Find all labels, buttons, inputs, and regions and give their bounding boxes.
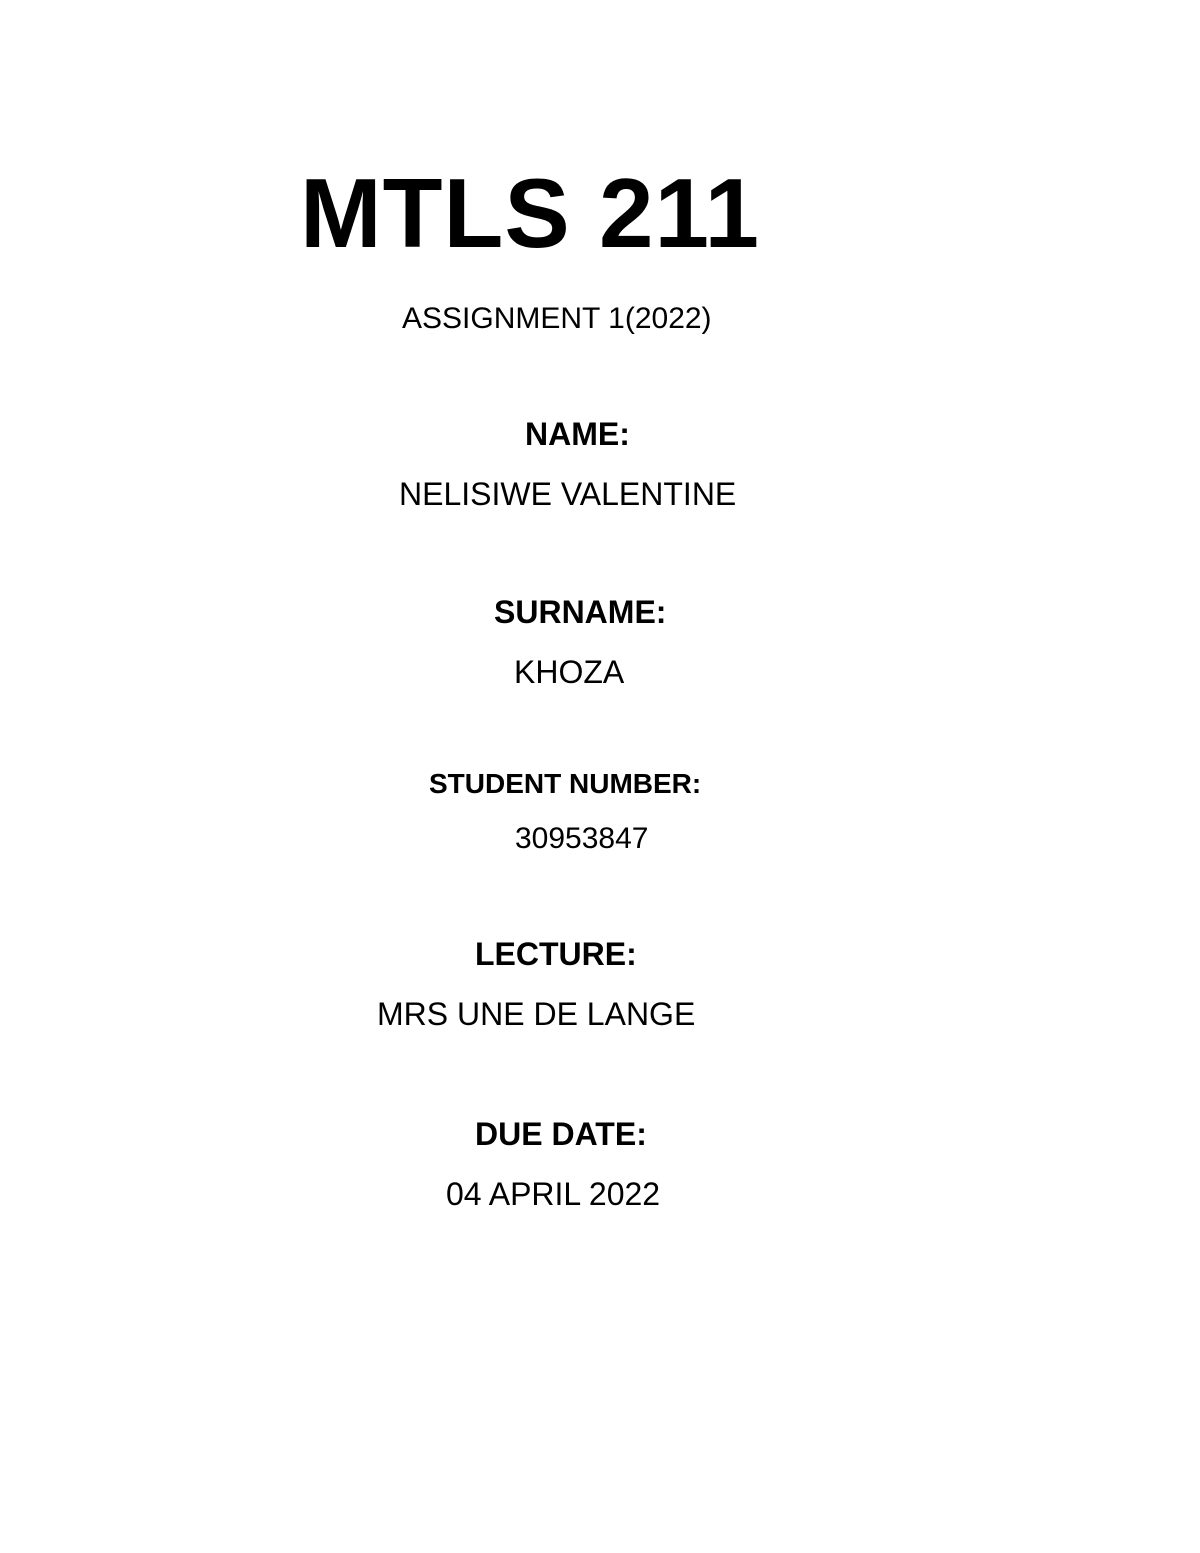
surname-value: KHOZA [514, 654, 625, 690]
lecture-label: LECTURE: [475, 936, 637, 972]
student-number-value: 30953847 [515, 822, 649, 855]
student-number-label: STUDENT NUMBER: [429, 768, 702, 799]
assignment-subtitle: ASSIGNMENT 1(2022) [402, 302, 712, 335]
due-date-label: DUE DATE: [475, 1116, 647, 1152]
name-label: NAME: [525, 416, 630, 452]
lecture-value: MRS UNE DE LANGE [377, 996, 696, 1032]
course-code-title: MTLS 211 [300, 158, 761, 268]
surname-label: SURNAME: [494, 594, 667, 630]
name-value: NELISIWE VALENTINE [399, 476, 737, 512]
due-date-value: 04 APRIL 2022 [446, 1176, 661, 1212]
